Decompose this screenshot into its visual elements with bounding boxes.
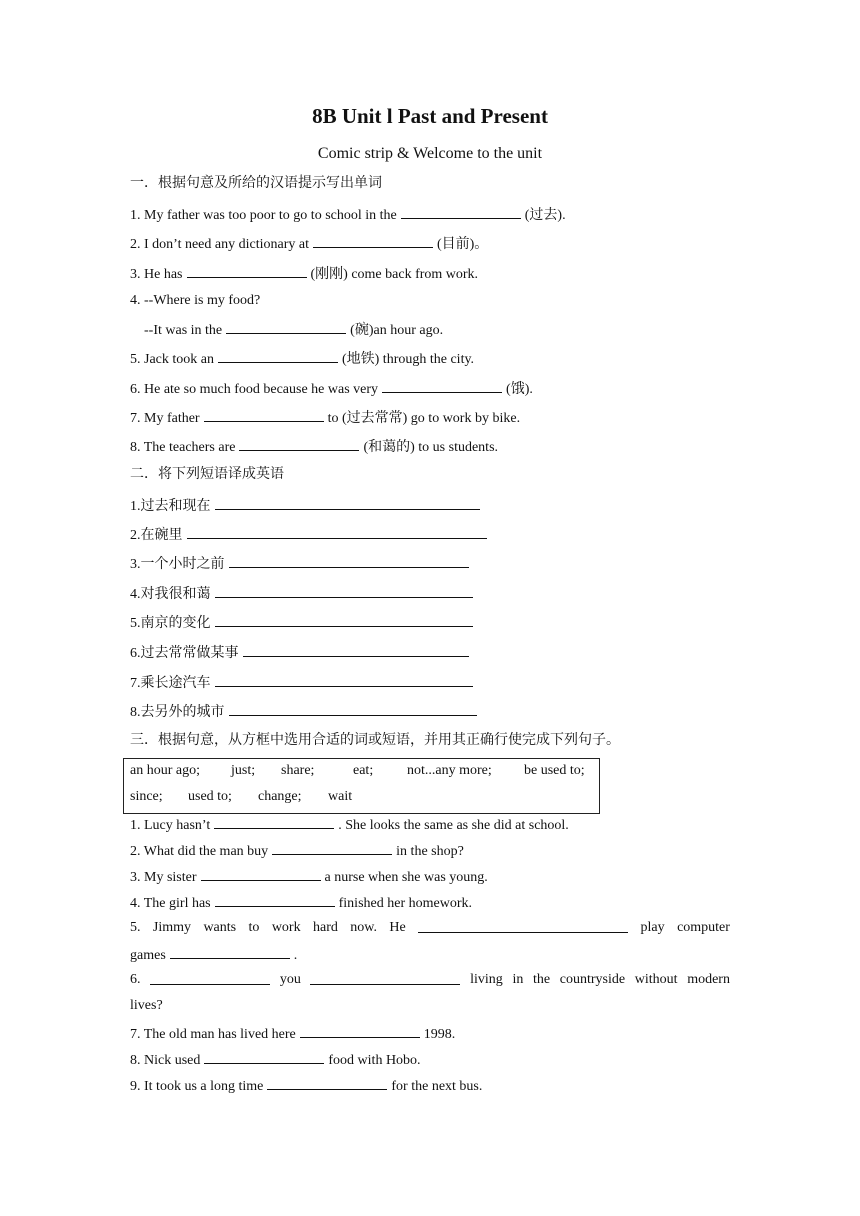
section3-heading: 三．根据句意，从方框中选用合适的词或短语，并用其正确行使完成下列句子。: [130, 733, 620, 748]
s1-item-3: 3. He has (刚刚) come back from work.: [130, 264, 478, 284]
s1-item-1: 1. My father was too poor to go to school in the (过去).: [130, 205, 566, 225]
s1-item-7: 7. My father to (过去常常) go to work by bike.: [130, 408, 520, 428]
answer-blank[interactable]: [215, 496, 480, 510]
s3-item-1: 1. Lucy hasn’t . She looks the same as she did at school.: [130, 815, 569, 835]
answer-blank[interactable]: [272, 841, 392, 855]
answer-blank[interactable]: [239, 437, 359, 451]
s2-item-5: 5.南京的变化: [130, 613, 477, 633]
answer-blank[interactable]: [218, 349, 338, 363]
answer-blank[interactable]: [204, 408, 324, 422]
word-option: since;: [130, 789, 163, 804]
s2-item-7: 7.乘长途汽车: [130, 673, 477, 693]
word-option: be used to;: [524, 763, 585, 778]
answer-blank[interactable]: [201, 867, 321, 881]
answer-blank[interactable]: [215, 613, 473, 627]
word-option: share;: [281, 763, 315, 778]
answer-blank[interactable]: [150, 971, 270, 985]
word-box-row-1: [130, 763, 585, 779]
answer-blank[interactable]: [300, 1024, 420, 1038]
answer-blank[interactable]: [204, 1050, 324, 1064]
s1-item-8: 8. The teachers are (和蔼的) to us students.: [130, 437, 498, 457]
s2-item-6: 6.过去常常做某事: [130, 643, 473, 663]
answer-blank[interactable]: [382, 379, 502, 393]
s3-item-8: 8. Nick used food with Hobo.: [130, 1050, 421, 1070]
s3-item-9: 9. It took us a long time for the next bus.: [130, 1076, 482, 1096]
answer-blank[interactable]: [418, 919, 628, 933]
s2-item-3: 3.一个小时之前: [130, 554, 473, 574]
word-box-row-2: [130, 789, 352, 805]
s3-item-4: 4. The girl has finished her homework.: [130, 893, 472, 913]
s1-item-4-question: 4. --Where is my food?: [130, 293, 261, 308]
page-subtitle: Comic strip & Welcome to the unit: [317, 145, 543, 162]
answer-blank[interactable]: [214, 815, 334, 829]
answer-blank[interactable]: [170, 945, 290, 959]
s3-item-7: 7. The old man has lived here 1998.: [130, 1024, 455, 1044]
word-option: an hour ago;: [130, 763, 200, 778]
s3-item-5-line2: games .: [130, 945, 297, 965]
word-option: eat;: [353, 763, 374, 778]
answer-blank[interactable]: [229, 554, 469, 568]
answer-blank[interactable]: [187, 525, 487, 539]
s1-item-4-answer: --It was in the (碗)an hour ago.: [144, 320, 443, 340]
s2-item-2: 2.在碗里: [130, 525, 491, 545]
page-title: 8B Unit l Past and Present: [312, 104, 548, 128]
s3-item-2: 2. What did the man buy in the shop?: [130, 841, 464, 861]
s1-item-5: 5. Jack took an (地铁) through the city.: [130, 349, 474, 369]
answer-blank[interactable]: [215, 584, 473, 598]
s3-item-3: 3. My sister a nurse when she was young.: [130, 867, 488, 887]
answer-blank[interactable]: [310, 971, 460, 985]
answer-blank[interactable]: [401, 205, 521, 219]
section1-heading: 一．根据句意及所给的汉语提示写出单词: [130, 176, 382, 191]
answer-blank[interactable]: [243, 643, 469, 657]
word-option: change;: [258, 789, 302, 804]
s2-item-8: 8.去另外的城市: [130, 702, 481, 722]
s1-item-2: 2. I don’t need any dictionary at (目前)。: [130, 234, 488, 254]
answer-blank[interactable]: [267, 1076, 387, 1090]
answer-blank[interactable]: [215, 893, 335, 907]
answer-blank[interactable]: [313, 234, 433, 248]
word-option: wait: [328, 789, 353, 804]
answer-blank[interactable]: [187, 264, 307, 278]
word-choice-box: [123, 758, 600, 814]
answer-blank[interactable]: [229, 702, 477, 716]
section2-heading: 二．将下列短语译成英语: [130, 467, 284, 482]
s3-item-5-line1: 5. Jimmy wants to work hard now. He play computer: [130, 920, 730, 935]
s1-item-6: 6. He ate so much food because he was very (饿).: [130, 379, 533, 399]
answer-blank[interactable]: [226, 320, 346, 334]
s3-item-6-line2: lives?: [130, 998, 163, 1013]
word-option: just;: [231, 763, 256, 778]
s2-item-1: 1.过去和现在: [130, 496, 484, 516]
s2-item-4: 4.对我很和蔼: [130, 584, 477, 604]
word-option: not...any more;: [407, 763, 492, 778]
word-option: used to;: [188, 789, 232, 804]
s3-item-6-line1: 6. you living in the countryside without modern: [130, 972, 730, 987]
answer-blank[interactable]: [215, 673, 473, 687]
